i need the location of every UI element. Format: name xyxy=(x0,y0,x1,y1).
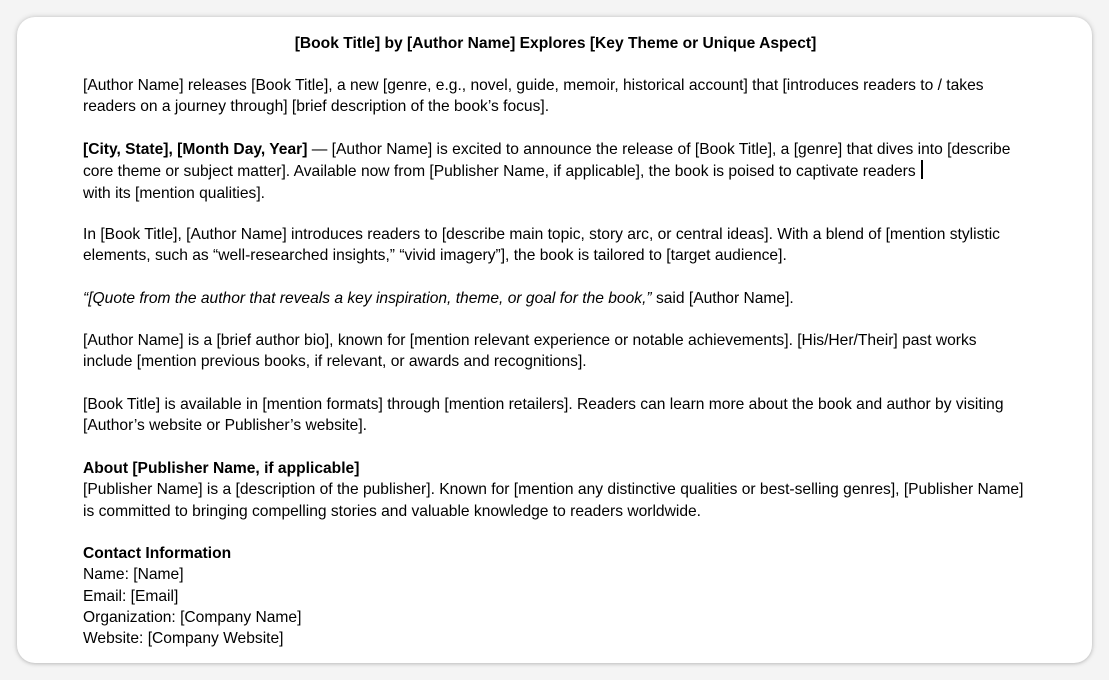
author-quote: “[Quote from the author that reveals a key inspiration, theme, or goal for the book,” xyxy=(83,290,652,307)
quote-paragraph xyxy=(83,288,1028,309)
about-publisher-body: [Publisher Name] is a [description of the publisher]. Known for [mention any distinctive qualities or best-selling genres], [Publisher Name] is committed to bringing compelling stories and valuable knowledge to readers worldwide. xyxy=(83,481,1024,520)
document-title: [Book Title] by [Author Name] Explores [Key Theme or Unique Aspect] xyxy=(294,35,817,52)
document-page xyxy=(17,17,1092,663)
dateline-paragraph xyxy=(83,139,1028,204)
about-publisher-section xyxy=(83,458,1028,522)
availability-paragraph: [Book Title] is available in [mention formats] through [mention retailers]. Readers can learn more about the book and author by visiting [Author’s website or Publisher’s website]. xyxy=(83,396,1004,435)
author-bio-paragraph: [Author Name] is a [brief author bio], known for [mention relevant experience or notable achievements]. [His/Her/Their] past works include [mention previous books, if relevant, or awards and recognitions]. xyxy=(83,332,977,371)
contact-name: Name: [Name] xyxy=(83,566,184,584)
contact-email: Email: [Email] xyxy=(83,587,179,605)
about-publisher-heading: About [Publisher Name, if applicable] xyxy=(83,460,360,477)
contact-heading: Contact Information xyxy=(83,545,232,562)
contact-website: Website: [Company Website] xyxy=(83,630,284,648)
dateline-text-continued: with its [mention qualities]. xyxy=(83,184,266,202)
intro-paragraph: [Author Name] releases [Book Title], a new [genre, e.g., novel, guide, memoir, historical account] that [introduces readers to / takes readers on a journey through] [brief description of the book’s focus]. xyxy=(83,77,984,116)
text-cursor xyxy=(921,160,923,179)
contact-organization: Organization: [Company Name] xyxy=(83,608,302,626)
dateline-location-date: [City, State], [Month Day, Year] xyxy=(83,141,308,158)
dateline-text: — [Author Name] is excited to announce the release of [Book Title], a [genre] that dives into [describe core theme or subject matter]. Available now from [Publisher Name, if applicable], the book is poised to captivate readers xyxy=(83,141,1011,181)
contact-section xyxy=(83,543,1028,649)
overview-paragraph: In [Book Title], [Author Name] introduces readers to [describe main topic, story arc, or central ideas]. With a blend of [mention stylistic elements, such as “well-researched insights,” “vivid imagery”], the book is tailored to [target audience]. xyxy=(83,226,1000,265)
quote-attribution: said [Author Name]. xyxy=(651,290,794,307)
